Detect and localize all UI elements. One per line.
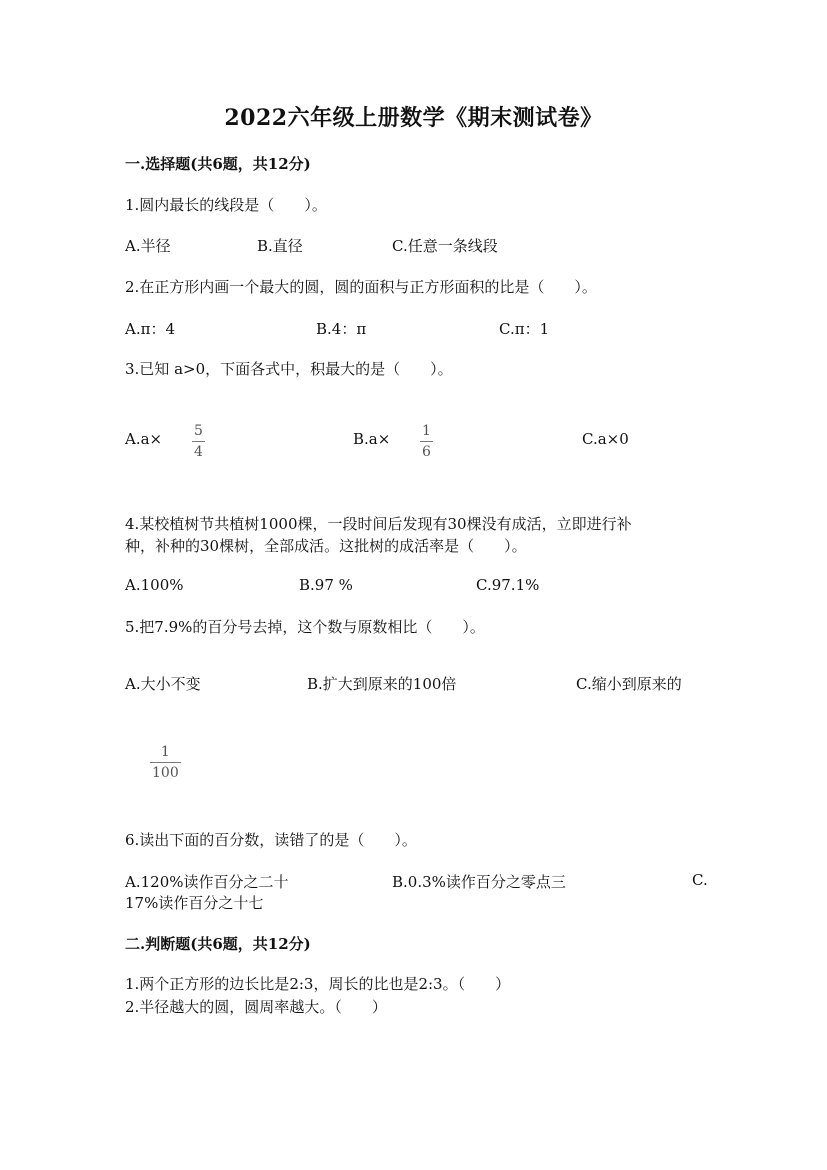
question-4-line-2: 种，补种的30棵树，全部成活。这批树的成活率是（ ）。: [125, 537, 527, 555]
question-3: 3.已知 a>0，下面各式中，积最大的是（ ）。: [125, 360, 453, 378]
q1-option-b: B.直径: [257, 237, 303, 255]
q3-option-b: B.a×: [353, 430, 391, 448]
fraction-denominator: 100: [150, 762, 181, 780]
judgement-2: 2.半径越大的圆，圆周率越大。（ ）: [125, 998, 387, 1016]
q6-option-c: C.: [692, 871, 708, 889]
question-1: 1.圆内最长的线段是（ ）。: [125, 196, 327, 214]
q6-option-a: A.120%读作百分之二十: [125, 873, 289, 891]
q5-option-b: B.扩大到原来的100倍: [307, 675, 457, 693]
q2-option-c: C.π：1: [499, 320, 550, 338]
fraction-numerator: 5: [194, 423, 203, 439]
q1-option-c: C.任意一条线段: [392, 237, 498, 255]
section-heading-choice: 一.选择题(共6题，共12分): [125, 155, 311, 173]
q5-option-c: C.缩小到原来的: [576, 675, 682, 693]
q3-option-a-fraction: [192, 424, 205, 459]
q5-option-a: A.大小不变: [125, 675, 201, 693]
fraction-denominator: 6: [420, 441, 433, 459]
q5-option-c-fraction: [150, 745, 181, 780]
fraction-numerator: 1: [160, 744, 170, 760]
q3-option-c: C.a×0: [582, 430, 629, 448]
q1-option-a: A.半径: [125, 237, 171, 255]
judgement-1: 1.两个正方形的边长比是2:3，周长的比也是2:3。（ ）: [125, 975, 511, 993]
question-2: 2.在正方形内画一个最大的圆，圆的面积与正方形面积的比是（ ）。: [125, 278, 597, 296]
question-4-line-1: 4.某校植树节共植树1000棵，一段时间后发现有30棵没有成活，立即进行补: [125, 515, 632, 533]
q2-option-a: A.π：4: [125, 320, 176, 338]
question-5: 5.把7.9%的百分号去掉，这个数与原数相比（ ）。: [125, 618, 485, 636]
q3-option-a: A.a×: [125, 430, 163, 448]
q4-option-a: A.100%: [125, 576, 184, 594]
q6-option-b: B.0.3%读作百分之零点三: [392, 873, 566, 891]
q6-option-c-continued: 17%读作百分之十七: [125, 894, 264, 912]
q4-option-c: C.97.1%: [476, 576, 540, 594]
question-6: 6.读出下面的百分数，读错了的是（ ）。: [125, 831, 417, 849]
q3-option-b-fraction: [420, 424, 433, 459]
page-title: 2022六年级上册数学《期末测试卷》: [224, 105, 603, 131]
q2-option-b: B.4：π: [316, 320, 367, 338]
fraction-denominator: 4: [192, 441, 205, 459]
fraction-numerator: 1: [422, 423, 431, 439]
q4-option-b: B.97 %: [299, 576, 353, 594]
section-heading-judgement: 二.判断题(共6题，共12分): [125, 935, 311, 953]
